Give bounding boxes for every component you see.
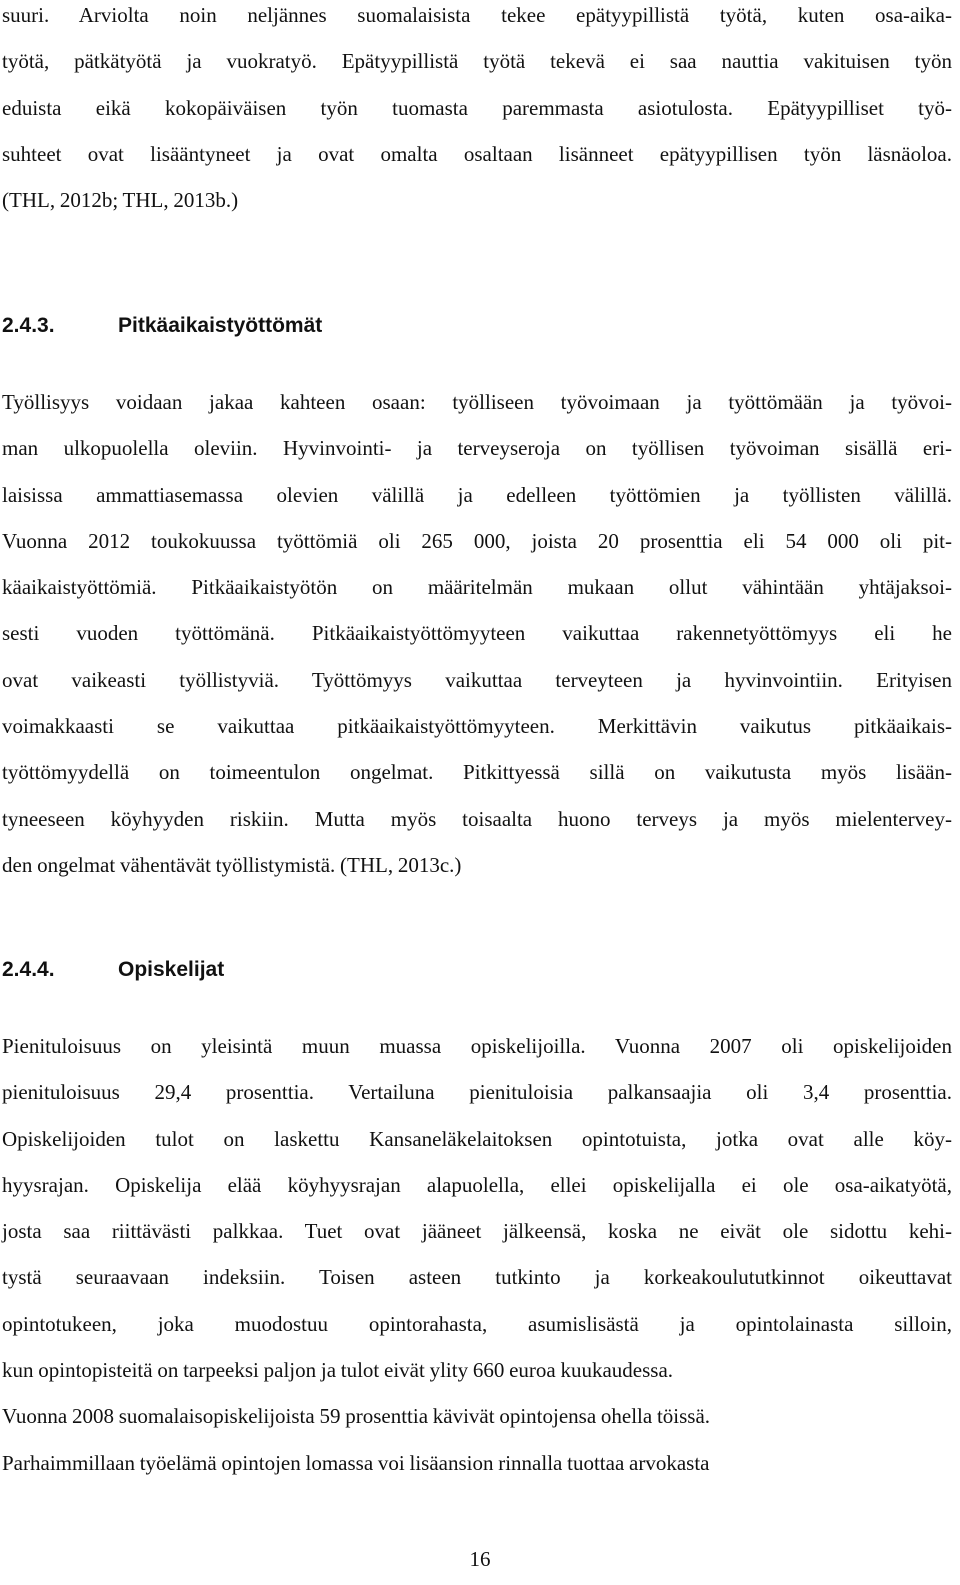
text-line: suuri. Arviolta noin neljännes suomalaisista tekee epätyypillistä työtä, kuten osa-aika- (2, 3, 952, 27)
text-line: eduista eikä kokopäiväisen työn tuomasta paremmasta asiotulosta. Epätyypilliset työ- (2, 95, 952, 120)
text-line: työtä, pätkätyötä ja vuokratyö. Epätyypillistä työtä tekevä ei saa nauttia vakituisen työn (2, 49, 952, 74)
text-line: Työllisyys voidaan jakaa kahteen osaan: työlliseen työvoimaan ja työttömään ja työvoi- (2, 390, 952, 414)
text-line: Pienituloisuus on yleisintä muun muassa opiskelijoilla. Vuonna 2007 oli opiskelijoiden (2, 1034, 952, 1058)
text-line: Vuonna 2012 toukokuussa työttömiä oli 265 000, joista 20 prosenttia eli 54 000 oli pit- (2, 528, 952, 553)
section-number: 2.4.3. (2, 314, 55, 337)
text-line: opintotukeen, joka muodostuu opintorahasta, asumislisästä ja opintolainasta silloin, (2, 1311, 952, 1336)
text-line: työttömyydellä on toimeentulon ongelmat. Pitkittyessä sillä on vaikutusta myös lisään- (2, 760, 952, 785)
paragraph-students (2, 1023, 952, 1486)
text-line: pienituloisuus 29,4 prosenttia. Vertailuna pienituloisia palkansaajia oli 3,4 prosenttia. (2, 1080, 952, 1105)
text-line: josta saa riittävästi palkkaa. Tuet ovat jääneet jälkeensä, koska ne eivät ole sidottu kehi- (2, 1219, 952, 1244)
text-line: kun opintopisteitä on tarpeeksi paljon ja tulot eivät ylity 660 euroa kuukaudessa. (2, 1358, 674, 1383)
text-line: ovat vaikeasti työllistyviä. Työttömyys vaikuttaa terveyteen ja hyvinvointiin. Erityisen (2, 667, 952, 692)
text-line: tystä seuraavaan indeksiin. Toisen asteen tutkinto ja korkeakoulututkinnot oikeuttavat (2, 1265, 952, 1290)
paragraph-long-term-unemployed (2, 379, 952, 888)
text-line: man ulkopuolella oleviin. Hyvinvointi- ja terveyseroja on työllisen työvoiman sisällä eri- (2, 436, 952, 461)
section-title: Opiskelijat (118, 958, 225, 981)
text-line: Parhaimmillaan työelämä opintojen lomassa voi lisäansion rinnalla tuottaa arvokasta (2, 1450, 710, 1475)
text-line: voimakkaasti se vaikuttaa pitkäaikaistyöttömyyteen. Merkittävin vaikutus pitkäaikais- (2, 714, 952, 739)
section-number: 2.4.4. (2, 958, 55, 981)
text-line: (THL, 2012b; THL, 2013b.) (2, 188, 239, 213)
text-line: tyneeseen köyhyyden riskiin. Mutta myös toisaalta huono terveys ja myös mielentervey- (2, 806, 952, 831)
text-line: Opiskelijoiden tulot on laskettu Kansaneläkelaitoksen opintotuista, jotka ovat alle köy- (2, 1126, 952, 1151)
text-line: suhteet ovat lisääntyneet ja ovat omalta osaltaan lisänneet epätyypillisen työn läsnäoloa. (2, 141, 952, 166)
text-line: den ongelmat vähentävät työllistymistä. (THL, 2013c.) (2, 852, 462, 877)
text-line: Vuonna 2008 suomalaisopiskelijoista 59 prosenttia kävivät opintojensa ohella töissä. (2, 1404, 711, 1429)
section-heading-students (2, 956, 224, 984)
section-heading-long-term-unemployed (2, 312, 322, 340)
page-number: 16 (469, 1547, 491, 1571)
text-line: sesti vuoden työttömänä. Pitkäaikaistyöttömyyteen vaikuttaa rakennetyöttömyys eli he (2, 621, 952, 646)
section-title: Pitkäaikaistyöttömät (118, 314, 323, 337)
paragraph-informal-work (2, 0, 952, 223)
text-line: käaikaistyöttömiä. Pitkäaikaistyötön on määritelmän mukaan ollut vähintään yhtäjaksoi- (2, 575, 952, 600)
text-line: hyysrajan. Opiskelija elää köyhyysrajan alapuolella, ellei opiskelijalla ei ole osa-aikatyötä, (2, 1172, 952, 1197)
text-line: laisissa ammattiasemassa olevien välillä ja edelleen työttömien ja työllisten välillä. (2, 482, 952, 507)
